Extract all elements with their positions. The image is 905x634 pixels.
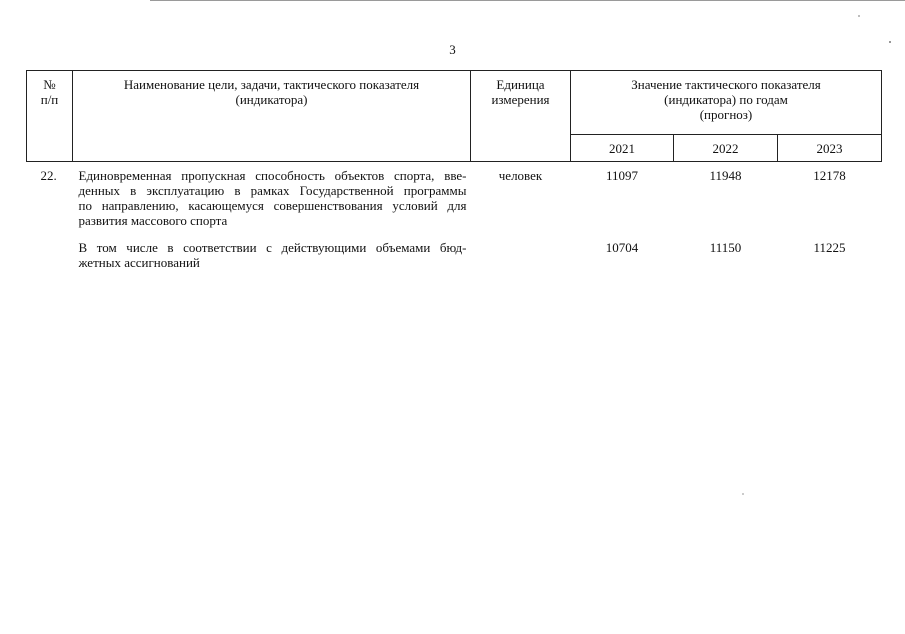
row-name-line: развития массового спорта	[78, 213, 228, 228]
scan-edge-line	[150, 0, 905, 1]
scan-speck	[858, 15, 860, 17]
row-indicator-name	[73, 228, 471, 270]
scan-speck	[742, 493, 744, 495]
header-number-line: №	[43, 77, 56, 92]
row-indicator-name	[73, 162, 471, 229]
header-unit-line: измерения	[491, 92, 550, 107]
row-name-line: В том числе в соответствии с действующими объемами бюд-	[78, 240, 467, 255]
row-value-2023: 12178	[813, 168, 846, 183]
scan-speck	[889, 41, 891, 43]
header-name-line: (индикатора)	[235, 92, 308, 107]
row-value-2022: 11150	[709, 240, 742, 255]
header-value-line: (индикатора) по годам	[664, 92, 788, 107]
header-name	[73, 71, 471, 162]
row-value-2021: 10704	[605, 240, 639, 255]
row-name-line: по направлению, касающемуся совершенствования условий для	[78, 198, 467, 213]
row-number	[27, 228, 73, 270]
header-year-2021: 2021	[571, 135, 674, 162]
header-number-line: п/п	[40, 92, 59, 107]
header-unit-line: Единица	[496, 77, 545, 92]
header-value	[571, 71, 882, 135]
page-number: 3	[449, 42, 456, 57]
header-value-line: Значение тактического показателя	[631, 77, 821, 92]
header-year-2022: 2022	[674, 135, 778, 162]
header-year-2023: 2023	[778, 135, 882, 162]
row-number: 22.	[40, 168, 57, 183]
header-name-line: Наименование цели, задачи, тактического показателя	[123, 77, 420, 92]
row-name-line: жетных ассигнований	[78, 255, 200, 270]
row-value-2023: 11225	[813, 240, 846, 255]
row-value-2021: 11097	[605, 168, 639, 183]
row-value-2022: 11948	[709, 168, 742, 183]
header-number	[27, 71, 73, 162]
row-unit: человек	[498, 168, 543, 183]
row-unit	[471, 228, 571, 270]
header-value-line: (прогноз)	[699, 107, 753, 122]
indicators-table	[26, 70, 882, 270]
row-name-line: Единовременная пропускная способность объектов спорта, вве-	[78, 168, 467, 183]
table-row	[27, 228, 882, 270]
row-name-line: денных в эксплуатацию в рамках Государственной программы	[78, 183, 467, 198]
header-unit	[471, 71, 571, 162]
table-row	[27, 162, 882, 229]
